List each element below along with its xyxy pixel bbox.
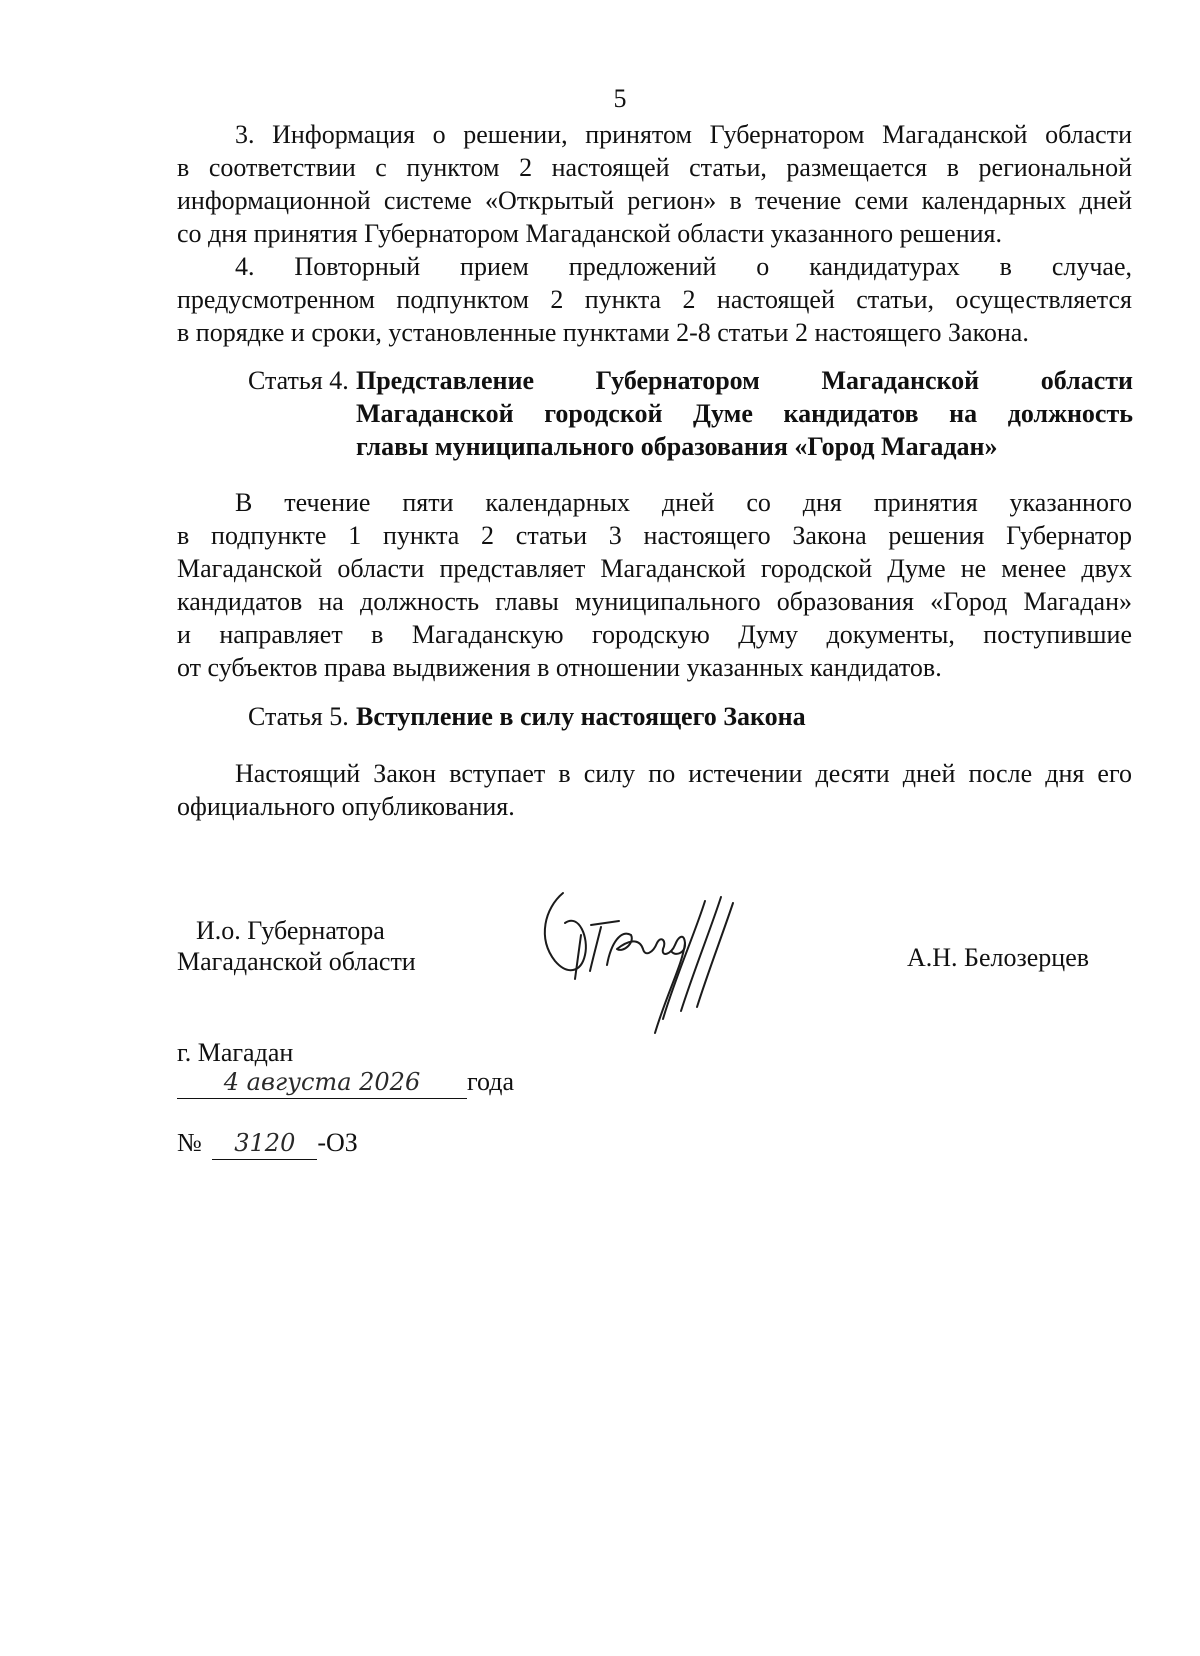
text-line: В течение пяти календарных дней со дня принятия указанного xyxy=(235,488,1132,517)
text-line: кандидатов на должность главы муниципального образования «Город Магадан» xyxy=(177,587,1132,616)
article-title: Вступление в силу настоящего Закона xyxy=(356,702,806,731)
page-number: 5 xyxy=(613,84,627,113)
handwritten-signature xyxy=(535,883,755,1043)
text-line: от субъектов права выдвижения в отношении указанных кандидатов. xyxy=(177,653,942,682)
number-suffix: -ОЗ xyxy=(317,1128,358,1157)
number-blank xyxy=(212,1127,317,1160)
article3-paragraph3 xyxy=(177,118,1132,250)
article5-body xyxy=(177,757,1132,823)
text-line: со дня принятия Губернатором Магаданской области указанного решения. xyxy=(177,219,1003,248)
signatory-name: А.Н. Белозерцев xyxy=(907,943,1090,972)
article-label: Статья 5. xyxy=(248,702,349,731)
article-title xyxy=(356,364,1133,463)
article-label: Статья 4. xyxy=(248,366,349,395)
text-line: 4. Повторный прием предложений о кандидатурах в случае, xyxy=(235,252,1132,281)
title-line: главы муниципального образования «Город Магадан» xyxy=(356,432,998,461)
text-line: в подпункте 1 пункта 2 статьи 3 настоящего Закона решения Губернатор xyxy=(177,521,1132,550)
text-line: Магаданской области представляет Магаданской городской Думе не менее двух xyxy=(177,554,1132,583)
signing-date xyxy=(177,1066,514,1099)
signatory-position-line2: Магаданской области xyxy=(177,947,416,976)
text-line: Настоящий Закон вступает в силу по истечении десяти дней после дня его xyxy=(235,759,1132,788)
text-line: предусмотренном подпунктом 2 пункта 2 настоящей статьи, осуществляется xyxy=(177,285,1132,314)
text-line: в соответствии с пунктом 2 настоящей статьи, размещается в региональной xyxy=(177,153,1132,182)
number-sign: № xyxy=(177,1128,202,1157)
year-suffix: года xyxy=(467,1067,515,1096)
article4-body xyxy=(177,486,1132,684)
text-line: информационной системе «Открытый регион» в течение семи календарных дней xyxy=(177,186,1132,215)
handwritten-date: 4 августа 2026 xyxy=(223,1068,421,1096)
text-line: 3. Информация о решении, принятом Губернатором Магаданской области xyxy=(235,120,1132,149)
law-number xyxy=(177,1127,358,1160)
signatory-position-line1: И.о. Губернатора xyxy=(196,916,385,945)
date-blank xyxy=(177,1066,467,1099)
article5-heading xyxy=(248,700,1133,734)
text-line: официального опубликования. xyxy=(177,792,515,821)
article4-heading xyxy=(248,364,1133,464)
place-of-signing: г. Магадан xyxy=(177,1038,294,1067)
article3-paragraph4 xyxy=(177,250,1132,349)
title-line: Представление Губернатором Магаданской области xyxy=(356,366,1133,395)
handwritten-number: 3120 xyxy=(234,1129,296,1157)
title-line: Магаданской городской Думе кандидатов на должность xyxy=(356,399,1133,428)
text-line: и направляет в Магаданскую городскую Думу документы, поступившие xyxy=(177,620,1132,649)
text-line: в порядке и сроки, установленные пунктами 2-8 статьи 2 настоящего Закона. xyxy=(177,318,1029,347)
